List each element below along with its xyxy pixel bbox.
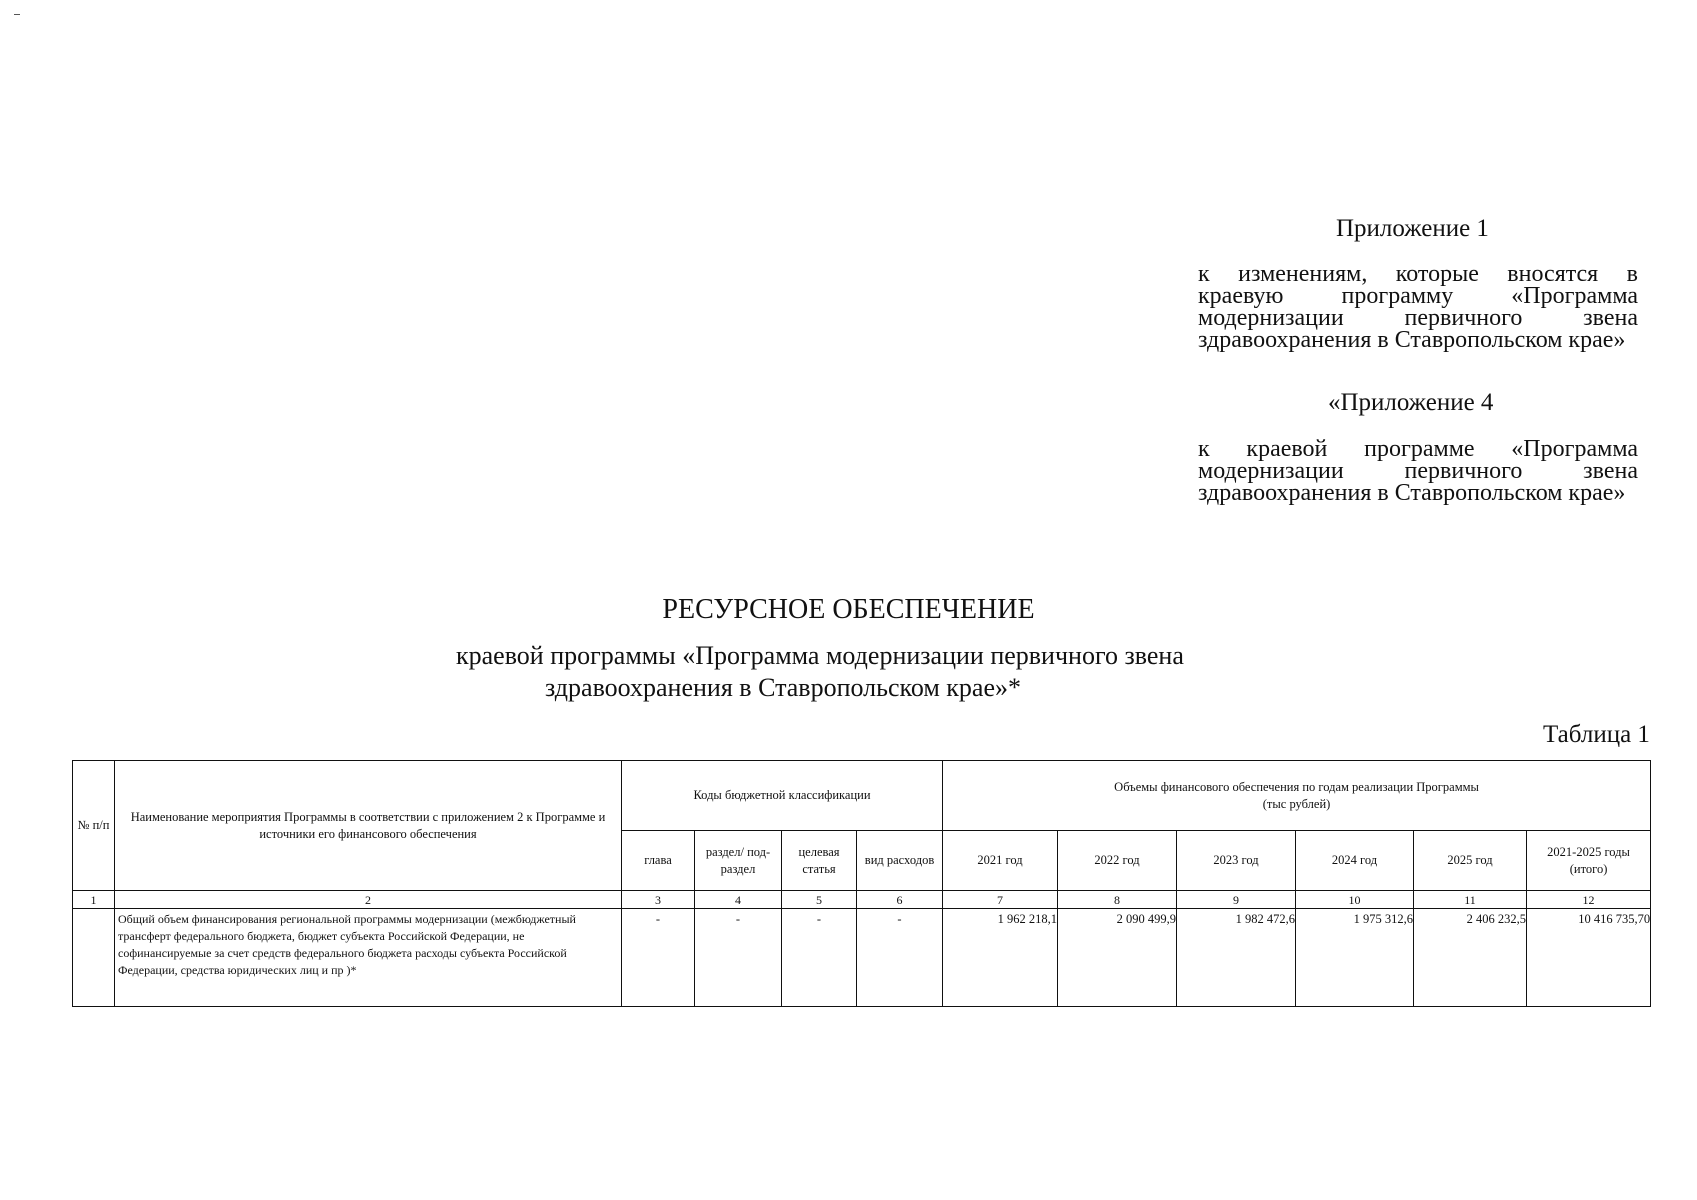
column-number: 5	[782, 891, 857, 909]
document-title: РЕСУРСНОЕ ОБЕСПЕЧЕНИЕ	[662, 594, 1035, 625]
row-value-2023: 1 982 472,6	[1177, 909, 1296, 1007]
row-value-total: 10 416 735,70	[1527, 909, 1651, 1007]
row-value-2021: 1 962 218,1	[943, 909, 1058, 1007]
resource-table	[72, 760, 1651, 1007]
header-year-2023: 2023 год	[1177, 831, 1296, 891]
row-code-expense-type: -	[857, 909, 943, 1007]
header-year-2021: 2021 год	[943, 831, 1058, 891]
appendix1-title: Приложение 1	[1336, 215, 1489, 242]
appendix1-text: к изменениям, которые вносятся в краевую программу «Программа модернизации первичного звена здравоохранения в Ставропольском крае»	[1198, 261, 1638, 353]
column-number: 10	[1296, 891, 1414, 909]
row-value-2025: 2 406 232,5	[1414, 909, 1527, 1007]
header-code-target: целевая статья	[782, 831, 857, 891]
column-number: 6	[857, 891, 943, 909]
column-number: 1	[73, 891, 115, 909]
header-number: № п/п	[73, 761, 115, 891]
row-name: Общий объем финансирования региональной программы модернизации (межбюджетный трансферт федерального бюджета, бюджет субъекта Российской Федерации, не софинансируемые за счет средств федерального бюджета расходы субъекта Российской Федерации, средства юридических лиц и пр )*	[115, 909, 622, 1007]
column-number: 11	[1414, 891, 1527, 909]
document-subtitle-line2: здравоохранения в Ставропольском крае»*	[545, 673, 1021, 702]
header-year-2025: 2025 год	[1414, 831, 1527, 891]
row-value-2022: 2 090 499,9	[1058, 909, 1177, 1007]
header-funding-line2: (тыс рублей)	[1262, 796, 1331, 811]
row-number	[73, 909, 115, 1007]
header-funding-line1: Объемы финансового обеспечения по годам реализации Программы	[1114, 779, 1479, 794]
column-number: 3	[622, 891, 695, 909]
header-year-2024: 2024 год	[1296, 831, 1414, 891]
scan-artifact	[14, 14, 20, 15]
column-number-row	[73, 891, 1651, 909]
header-funding-group	[943, 761, 1651, 831]
column-number: 2	[115, 891, 622, 909]
header-name: Наименование мероприятия Программы в соответствии с приложением 2 к Программе и источники его финансового обеспечения	[115, 761, 622, 891]
column-number: 12	[1527, 891, 1651, 909]
header-code-expense-type: вид расходов	[857, 831, 943, 891]
appendix4-text: к краевой программе «Программа модернизации первичного звена здравоохранения в Ставропольском крае»	[1198, 436, 1638, 506]
table-label: Таблица 1	[1543, 721, 1650, 748]
header-code-section: раздел/ под-раздел	[695, 831, 782, 891]
header-year-2022: 2022 год	[1058, 831, 1177, 891]
header-year-total: 2021-2025 годы (итого)	[1527, 831, 1651, 891]
row-code-section: -	[695, 909, 782, 1007]
column-number: 7	[943, 891, 1058, 909]
header-code-chapter: глава	[622, 831, 695, 891]
column-number: 4	[695, 891, 782, 909]
appendix4-title: «Приложение 4	[1328, 389, 1494, 416]
document-subtitle-line1: краевой программы «Программа модернизации первичного звена	[456, 641, 1184, 670]
column-number: 9	[1177, 891, 1296, 909]
table-header-row	[73, 761, 1651, 831]
row-code-target: -	[782, 909, 857, 1007]
column-number: 8	[1058, 891, 1177, 909]
header-codes-group: Коды бюджетной классификации	[622, 761, 943, 831]
row-value-2024: 1 975 312,6	[1296, 909, 1414, 1007]
row-code-chapter: -	[622, 909, 695, 1007]
table-row	[73, 909, 1651, 1007]
